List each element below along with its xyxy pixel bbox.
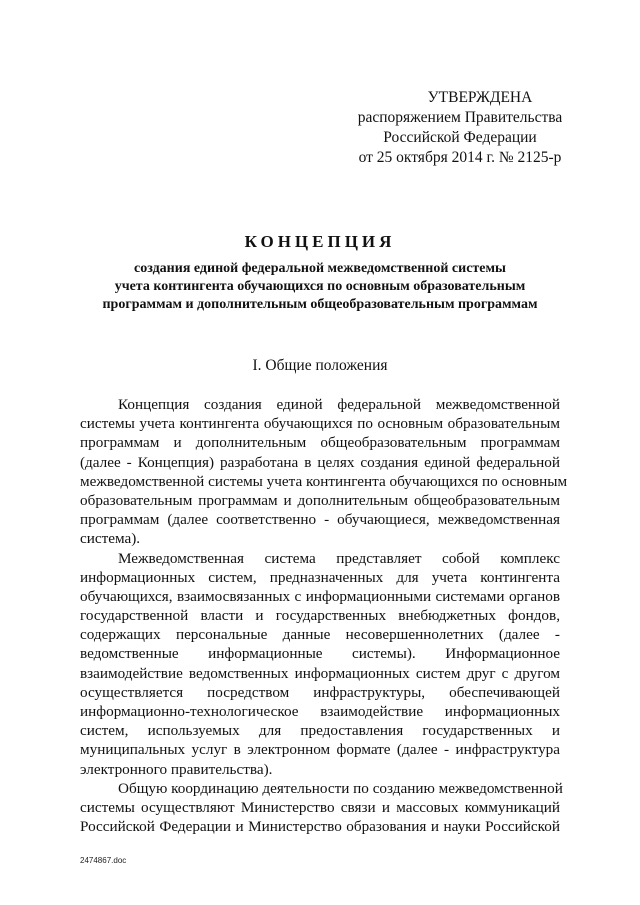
approval-line-3: от 25 октября 2014 г. № 2125-р (358, 149, 562, 166)
body-line: электронного правительства). (80, 760, 273, 778)
body-line: системы осуществляют Министерство связи и массовых коммуникаций (80, 798, 560, 816)
body-line: Концепция создания единой федеральной межведомственной (118, 396, 560, 413)
body-line: Российской Федерации и Министерство образования и науки Российской (80, 818, 560, 836)
body-line: информационных систем, предназначенных для учета контингента (80, 568, 560, 586)
body-line: государственной власти и государственных внебюджетных фондов, (80, 607, 560, 625)
file-name-footer: 2474867.doc (80, 856, 127, 865)
document-title: КОНЦЕПЦИЯ (244, 232, 396, 251)
approval-line-1: распоряжением Правительства (357, 109, 563, 126)
body-line: (далее - Концепция) разработана в целях создания единой федеральной (80, 453, 560, 471)
body-line: содержащих персональные данные несовершеннолетних (далее - (80, 626, 560, 644)
body-line: межведомственной системы учета контингента обучающихся по основным (80, 472, 568, 490)
subtitle-line: программам и дополнительным общеобразовательным программам (102, 297, 538, 312)
body-line: система). (80, 530, 141, 548)
body-line: муниципальных услуг в электронном формате (далее - инфраструктура (80, 741, 560, 759)
approval-line-2: Российской Федерации (383, 129, 537, 146)
subtitle-line: учета контингента обучающихся по основным образовательным (114, 279, 526, 294)
body-line: осуществляется посредством инфраструктуры, обеспечивающей (80, 683, 560, 701)
approval-stamp (330, 88, 590, 168)
body-line: обучающихся, взаимосвязанных с информационными системами органов (80, 587, 560, 605)
body-line: систем, используемых для предоставления государственных и (80, 722, 560, 740)
body-line: образовательным программам и дополнительным общеобразовательным (80, 491, 560, 509)
body-line: Межведомственная система представляет собой комплекс (118, 549, 560, 567)
section-heading: I. Общие положения (252, 357, 388, 374)
body-line: информационно-технологическое взаимодействие информационных (80, 703, 560, 720)
subtitle-line: создания единой федеральной межведомственной системы (134, 261, 506, 276)
body-line: системы учета контингента обучающихся по основным образовательным (80, 415, 560, 433)
body-text (80, 395, 568, 836)
body-line: программам (далее соответственно - обучающиеся, межведомственная (80, 511, 560, 529)
document-subtitle (80, 260, 560, 314)
body-line: программам и дополнительным общеобразовательным программам (80, 434, 560, 452)
body-line: ведомственные информационные системы). Информационное (80, 645, 560, 663)
body-line: Общую координацию деятельности по созданию межведомственной (118, 779, 563, 797)
body-line: взаимодействие ведомственных информационных систем друг с другом (80, 664, 560, 682)
approval-heading: УТВЕРЖДЕНА (427, 89, 533, 106)
